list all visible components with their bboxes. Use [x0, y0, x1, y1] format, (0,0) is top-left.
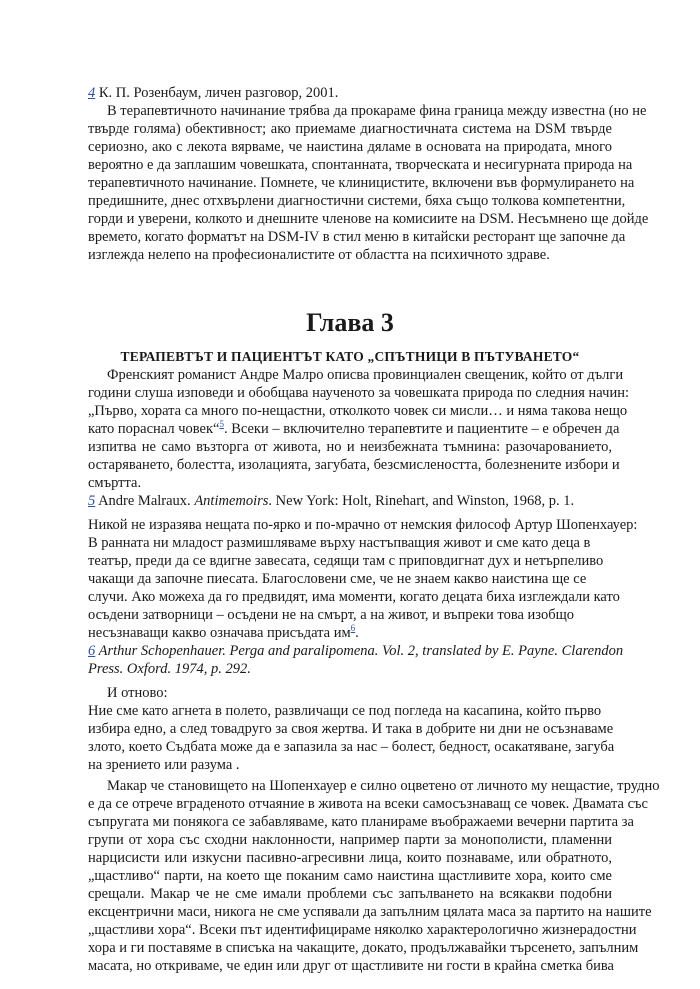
para3-line: срещали. Макар че не сме имали проблеми със запълването на всякакви подобни	[88, 886, 612, 902]
para3-line: групи от хора със сходни наклонности, например парти за монополисти, пламенни	[88, 832, 612, 848]
para3-line: хора и ги поставяме в списъка на чакащите, докато, продължавайки търсенето, запълним	[88, 940, 639, 956]
para1-line: сериозно, ако с лекота вярваме, че наистина дяламе в основата на природата, много	[88, 139, 612, 155]
para2-line: изпитва не само възторга от живота, но и неизбежната тъмнина: разочарованието,	[88, 439, 612, 455]
quote1-line: несъзнаващи какво означава присъдата им$^6$.	[88, 623, 359, 641]
para2-line: остаряването, болестта, изолацията, загубата, безсмислеността, болезнените избори и	[88, 457, 620, 473]
footnote-4	[88, 84, 338, 102]
footnote-4-text: К. П. Розенбаум, личен разговор, 2001.	[95, 85, 339, 101]
footnote-6-link[interactable]: 6	[88, 643, 96, 659]
para2-line: години слуша изповеди и обобщава наученото за човешката природа по следния начин:	[88, 385, 629, 401]
para2-line: като пораснал човек“$^5$. Всеки – включително терапевтите и пациентите – е обречен да	[88, 419, 620, 437]
quote1-line: театър, преди да се вдигне завесата, седящи там с приповдигнат дух и нетърпеливо	[88, 553, 604, 569]
para1-line: терапевтичното начинание. Помнете, че клиницистите, включени във формулирането на	[88, 175, 635, 191]
para1-line: В терапевтичното начинание трябва да прокараме фина граница между известна (но не	[107, 103, 647, 119]
para3-line: Макар че становището на Шопенхауер е силно оцветено от личното му нещастие, трудно	[107, 778, 660, 794]
para1-line: вероятно е да заплашим човешката, спонтанната, творческата и несигурната природа на	[88, 157, 633, 173]
quote2-line: избира едно, а след товадруго за своя жертва. И така в добрите ни дни не осъзнаваме	[88, 721, 614, 737]
footnote-5: 5 Andre Malraux. Antimemoirs. New York: Holt, Rinehart, and Winston, 1968, p. 1.	[88, 493, 575, 509]
quote2-line: злото, което Съдбата може да е запазила за нас – болест, бедност, осакатяване, загуба	[88, 739, 615, 755]
quote1-line: случи. Ако можеха да го предвидят, има моменти, когато децата биха изглеждали като	[88, 589, 620, 605]
again-line: И отново:	[107, 685, 168, 701]
para3-line: „щастливи хора“. Всеки път идентифицираме няколко характерологично жизнерадостни	[88, 922, 637, 938]
para3-line: е да се отрече вграденото отчаяние в живота на всеки самосъзнаващ се човек. Двамата със	[88, 796, 648, 812]
para3-line: ексцентрични маси, никога не сме успявали да запълним цялата маса за партито на нашите	[88, 904, 652, 920]
footnote-5-link[interactable]: 5	[88, 493, 96, 509]
quote2-line: на зрението или разума .	[88, 757, 240, 773]
quote1-line: В ранната ни младост размишляваме върху настъпващия живот и сме като деца в	[88, 535, 591, 551]
para1-line: изглежда нелепо на професионалистите от областта на психичното здраве.	[88, 247, 550, 263]
chapter-title: Глава 3	[306, 308, 394, 337]
para3-line: съпругата ми понякога се забавляваме, като планираме въображаеми вечерни партита за	[88, 814, 634, 830]
chapter-subtitle: ТЕРАПЕВТЪТ И ПАЦИЕНТЪТ КАТО „СПЪТНИЦИ В ПЪТУВАНЕТО“	[120, 349, 580, 364]
quote1-line: Никой не изразява нещата по-ярко и по-мрачно от немския философ Артур Шопенхауер:	[88, 517, 638, 533]
footnote-4-link[interactable]: 4	[88, 85, 96, 101]
footnote-6-line: Press. Oxford. 1974, p. 292.	[88, 661, 251, 677]
footnote-6-ref[interactable]: 6	[350, 623, 356, 634]
para1-line: предишните, днес отхвърлени диагностични системи, бяха също толкова компетентни,	[88, 193, 626, 209]
para2-line: Френският романист Андре Малро описва провинциален свещеник, който от дълги	[107, 367, 624, 383]
para2-line: „Първо, хората са много по-нещастни, отколкото човек си мисли… и няма такова нещо	[88, 403, 628, 419]
para1-line: горди и уверени, колкото и днешните членове на комисиите на DSM. Несъмнено ще дойде	[88, 211, 649, 227]
footnote-6: 6 Arthur Schopenhauer. Perga and paralipomena. Vol. 2, translated by E. Payne. Clarendon	[88, 643, 624, 659]
quote1-line: чакащи да започне пиесата. Благословени сме, че не знаем какво наистина ще се	[88, 571, 587, 587]
para2-line: смъртта.	[88, 475, 142, 491]
para3-line: масата, но откриваме, че един или друг от щастливите ни гости в крайна сметка бива	[88, 958, 614, 974]
para1-line: времето, когато форматът на DSM-IV в стил меню в китайски ресторант ще започне да	[88, 229, 626, 245]
quote1-line: осъдени затворници – осъдени не на смърт, а на живот, и въпреки това изобщо	[88, 607, 574, 623]
footnote-5-ref[interactable]: 5	[219, 419, 224, 430]
para3-line: „щастливо“ парти, на което ще поканим само наистина щастливите хора, които сме	[88, 868, 612, 884]
para1-line: твърде голяма) обективност; ако приемаме диагностичната система на DSM твърде	[88, 121, 612, 137]
quote2-line: Ние сме като агнета в полето, развличащи се под погледа на касапина, който първо	[88, 703, 602, 719]
para3-line: нарцисисти или изкусни пасивно-агресивни лица, които познаваме, или обратното,	[88, 850, 612, 866]
